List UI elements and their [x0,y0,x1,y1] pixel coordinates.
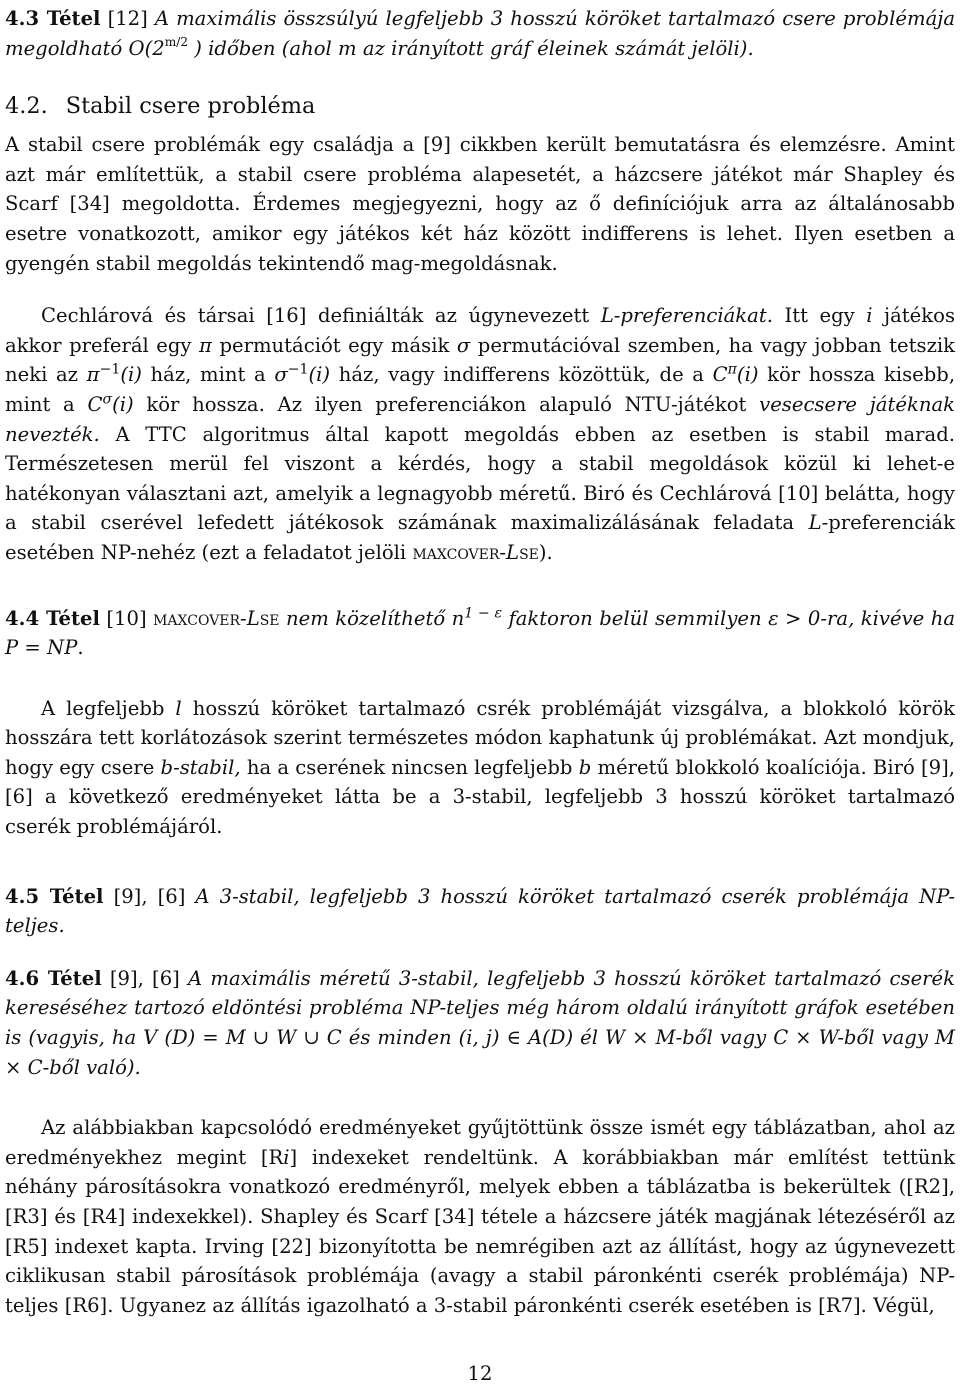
theorem-4-4: 4.4 Tétel [10] maxcover-Lse nem közelíthető $n^{1 - \varepsilon}$ faktoron belül semmilyen ε > 0-ra, kivéve ha P = NP. [5,604,955,660]
paragraph: Cechlárová és társai [16] definiálták az úgynevezett L-preferenciákat. Itt egy i játékos akkor preferál egy π permutációt egy másik σ permutációval szemben, ha vagy jobban tetszik neki az $\pi^{-1}(i)$ ház, mint a $\sigma^{-1}(i)$ ház, vagy indifferens közöttük, de a $C^\pi(i)$ kör hossza kisebb, mint a $C^\sigma(i)$ kör hossza. Az ilyen preferenciákon alapuló NTU-játékot vesecsere játéknak nevezték. A TTC algoritmus által kapott megoldás ebben az esetben is stabil marad. Természetesen merül fel viszont a kérdés, hogy a stabil megoldások közül ki lehet-e hatékonyan választani azt, amelyik a legnagyobb méretű. Biró és Cechlárová [10] belátta, hogy a stabil cserével lefedett játékosok számának maximalizálásának feladata L-preferenciák esetében NP-nehéz (ezt a feladatot jelöli maxcover-Lse). [5,304,956,564]
section-number: 4.2. [5,93,48,120]
document-page [5,0,955,1320]
citation: [9], [6] [113,884,186,908]
section-title: Stabil csere probléma [65,93,316,120]
theorem-text: ) időben (ahol [194,36,332,60]
theorem-text: A maximális összsúlyú legfeljebb 3 hosszú köröket tartalmazó csere problémája megoldható [5,7,956,60]
theorem-text: az irányított gráf éleinek számát jelöli). [362,36,754,60]
theorem-text: A 3-stabil, legfeljebb 3 hosszú köröket tartalmazó cserék problémája NP-teljes. [5,884,956,938]
math-variable: m [338,36,357,60]
citation: [9], [6] [109,966,180,990]
theorem-label: 4.3 Tétel [5,7,101,30]
paragraph: A stabil csere problémák egy családja a [9] cikkben került bemutatásra és elemzésre. Amint azt már említettük, a stabil csere probléma alapesetét, a házcsere játékot már Shapley és Scarf [34] megoldotta. Érdemes megjegyezni, hogy az ő definíciójuk arra az általánosabb esetre vonatkozott, amikor egy játékos két ház között indifferens is lehet. Ilyen esetben a gyengén stabil megoldás tekintendő mag-megoldásnak. [5,133,955,275]
paragraph: Az alábbiakban kapcsolódó eredményeket gyűjtöttünk össze ismét egy táblázatban, ahol az eredményekhez megint [Ri] indexeket rendeltünk. A korábbiakban már említést tettünk néhány párosításokra vonatkozó eredményről, melyek ebben a táblázatba is bekerültek ([R2], [R3] és [R4] indexekkel). Shapley és Scarf [34] tétele a házcsere játék magjának létezéséről az [R5] indexet kapta. Irving [22] bizonyította be nemrégiben azt az állítást, hogy az úgynevezett ciklikusan stabil párosítások problémája (avagy a stabil páronkénti cserék problémája) NP-teljes [R6]. Ugyanez az állítás igazolható a 3-stabil páronkénti cserék esetében is [R7]. Végül, [5,1116,955,1317]
theorem-4-6: 4.6 Tétel [9], [6] A maximális méretű 3-stabil, legfeljebb 3 hosszú köröket tartalmazó cserék kereséséhez tartozó eldöntési probléma NP-teljes még három oldalú irányított gráfok esetében is (vagyis, ha V (D) = M ∪ W ∪ C és minden (i, j) ∈ A(D) él W × M-ből vagy C × W-ből vagy M × C-ből való). [5,966,956,1079]
theorem-4-3 [5,4,955,63]
theorem-label: 4.5 Tétel [5,884,104,908]
section-heading [5,91,955,121]
paragraph: A legfeljebb l hosszú köröket tartalmazó csrék problémáját vizsgálva, a blokkoló körök hosszára tett korlátozások szerint természetes módon kaphatunk új problémákat. Azt mondjuk, hogy egy csere b-stabil, ha a cserének nincsen legfeljebb b méretű blokkoló koalíciója. Biró [9], [6] a következő eredményeket látta be a 3-stabil, legfeljebb 3 hosszú köröket tartalmazó cserék problémájáról. [5,696,956,839]
citation: [12] [107,7,148,30]
page-number: 12 [467,1362,493,1385]
citation: [10] [106,606,147,630]
theorem-4-5 [5,882,955,941]
theorem-label: 4.4 Tétel [5,606,100,630]
theorem-label: 4.6 Tétel [5,966,102,990]
complexity-expression: $O(2^{m/2}$ [128,34,189,60]
